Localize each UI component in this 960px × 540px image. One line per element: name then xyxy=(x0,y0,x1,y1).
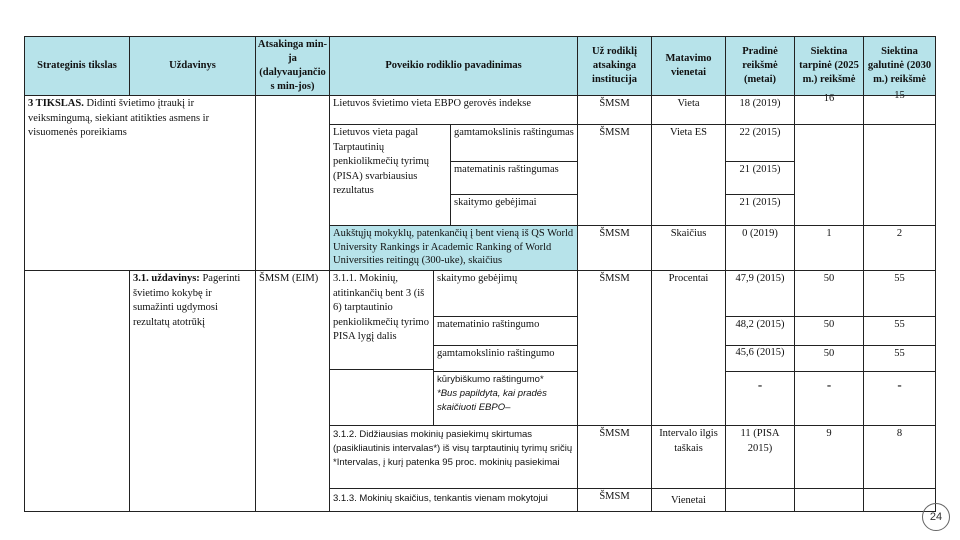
pisa-label: Lietuvos vieta pagal Tarptautinių penkiolikmečių tyrimų (PISA) svarbiausius rezultatus xyxy=(329,124,451,226)
header-unit: Matavimo vienetai xyxy=(651,36,726,96)
pisa-mid-empty xyxy=(794,124,864,226)
r312-label xyxy=(329,425,578,489)
r311-unit: Procentai xyxy=(651,270,726,426)
r312-final: 8 xyxy=(863,425,936,489)
r3-base: 0 (2019) xyxy=(725,225,795,271)
r311d-label: kūrybiškumo raštingumo* xyxy=(437,374,544,385)
goal-column-empty xyxy=(24,270,130,512)
task-bold: 3.1. uždavinys: xyxy=(133,273,200,284)
responsible-empty-top xyxy=(255,95,330,271)
r312-note: *Intervalas, į kurį patenka 95 proc. mokinių pasiekimai xyxy=(333,457,560,468)
header-strategic-goal: Strateginis tikslas xyxy=(24,36,130,96)
r1-mid: 16 xyxy=(823,93,835,104)
r311-label: 3.1.1. Mokinių, atitinkančių bent 3 (iš 6) tarptautinio penkiolikmečių tyrimo PISA lygį dalis xyxy=(329,270,434,370)
r311b-mid: 50 xyxy=(794,316,864,346)
r311-label-bottom xyxy=(329,369,434,426)
r311d-base: - xyxy=(725,371,795,426)
header-task: Uždavinys xyxy=(129,36,256,96)
r313-mid xyxy=(794,488,864,512)
r312-unit: Intervalo ilgis taškais xyxy=(651,425,726,489)
r311c-mid: 50 xyxy=(794,345,864,372)
r1-inst: ŠMSM xyxy=(577,95,652,125)
r313-inst: ŠMSM xyxy=(577,488,652,512)
r311b-base: 48,2 (2015) xyxy=(725,316,795,346)
goal-cell xyxy=(24,95,256,271)
r2c-sub: skaitymo gebėjimai xyxy=(450,194,578,226)
r1-base: 18 (2019) xyxy=(725,95,795,125)
r313-base xyxy=(725,488,795,512)
page-number: 24 xyxy=(922,503,950,531)
header-indicator-name: Poveikio rodiklio pavadinimas xyxy=(329,36,578,96)
r311c-final: 55 xyxy=(863,345,936,372)
goal-bold: 3 TIKSLAS. xyxy=(28,98,84,109)
r311b-final: 55 xyxy=(863,316,936,346)
r313-unit: Vienetai xyxy=(651,488,726,512)
r2a-base: 22 (2015) xyxy=(725,124,795,162)
r311b-sub: matematinio raštingumo xyxy=(433,316,578,346)
r2c-base: 21 (2015) xyxy=(725,194,795,226)
header-target-mid: Siektina tarpinė (2025 m.) reikšmė xyxy=(794,36,864,96)
r1-final: 15 xyxy=(894,90,905,101)
r3-final: 2 xyxy=(863,225,936,271)
r312-base: 11 (PISA 2015) xyxy=(725,425,795,489)
pisa-inst: ŠMSM xyxy=(577,124,652,226)
r1-unit: Vieta xyxy=(651,95,726,125)
r311d-mid: - xyxy=(794,371,864,426)
r3-unit: Skaičius xyxy=(651,225,726,271)
task-text: Pagerinti švietimo kokybę ir sumažinti ugdymosi rezultatų atotrūkį xyxy=(133,273,241,328)
r311d-final: - xyxy=(863,371,936,426)
r312-inst: ŠMSM xyxy=(577,425,652,489)
r311a-base: 47,9 (2015) xyxy=(725,270,795,317)
r311-inst: ŠMSM xyxy=(577,270,652,426)
r311d-sub xyxy=(433,371,578,426)
r311c-base: 45,6 (2015) xyxy=(725,345,795,372)
r311a-mid: 50 xyxy=(794,270,864,317)
goal-text: Didinti švietimo įtraukį ir veiksmingumą, siekiant atitikties asmens ir visuomenės poreikiams xyxy=(28,98,210,138)
header-target-final: Siektina galutinė (2030 m.) reikšmė xyxy=(863,36,936,96)
r311a-final: 55 xyxy=(863,270,936,317)
header-baseline: Pradinė reikšmė (metai) xyxy=(725,36,795,96)
r2b-base: 21 (2015) xyxy=(725,161,795,195)
r312-mid: 9 xyxy=(794,425,864,489)
r311c-sub: gamtamokslinio raštingumo xyxy=(433,345,578,372)
r1-final-frame xyxy=(863,95,936,125)
r311a-sub: skaitymo gebėjimų xyxy=(433,270,578,317)
r3-inst: ŠMSM xyxy=(577,225,652,271)
r311d-note: *Bus papildyta, kai pradės skaičiuoti EBPO– xyxy=(437,388,547,413)
r2a-sub: gamtamokslinis raštingumas xyxy=(450,124,578,162)
r1-indicator: Lietuvos švietimo vieta EBPO gerovės indekse xyxy=(329,95,578,125)
r2b-sub: matematinis raštingumas xyxy=(450,161,578,195)
r3-indicator: Aukštųjų mokyklų, patenkančių į bent vieną iš QS World University Rankings ir Academic Ranking of World Universities reitingų (300-uke), skaičius xyxy=(329,225,578,271)
task-cell xyxy=(129,270,256,512)
r312-text: 3.1.2. Didžiausias mokinių pasiekimų skirtumas (pasikliautinis intervalas*) iš visų tarptautinių tyrimų sričių xyxy=(333,429,573,454)
r313-label: 3.1.3. Mokinių skaičius, tenkantis vienam mokytojui xyxy=(329,488,578,512)
task-responsible: ŠMSM (EIM) xyxy=(255,270,330,512)
r3-mid: 1 xyxy=(794,225,864,271)
r1-mid-frame xyxy=(794,95,864,125)
header-responsible: Atsakinga min-ja (dalyvaujančio s min-jos) xyxy=(255,36,330,96)
header-institution: Už rodiklį atsakinga institucija xyxy=(577,36,652,96)
pisa-final-empty xyxy=(863,124,936,226)
pisa-unit: Vieta ES xyxy=(651,124,726,226)
